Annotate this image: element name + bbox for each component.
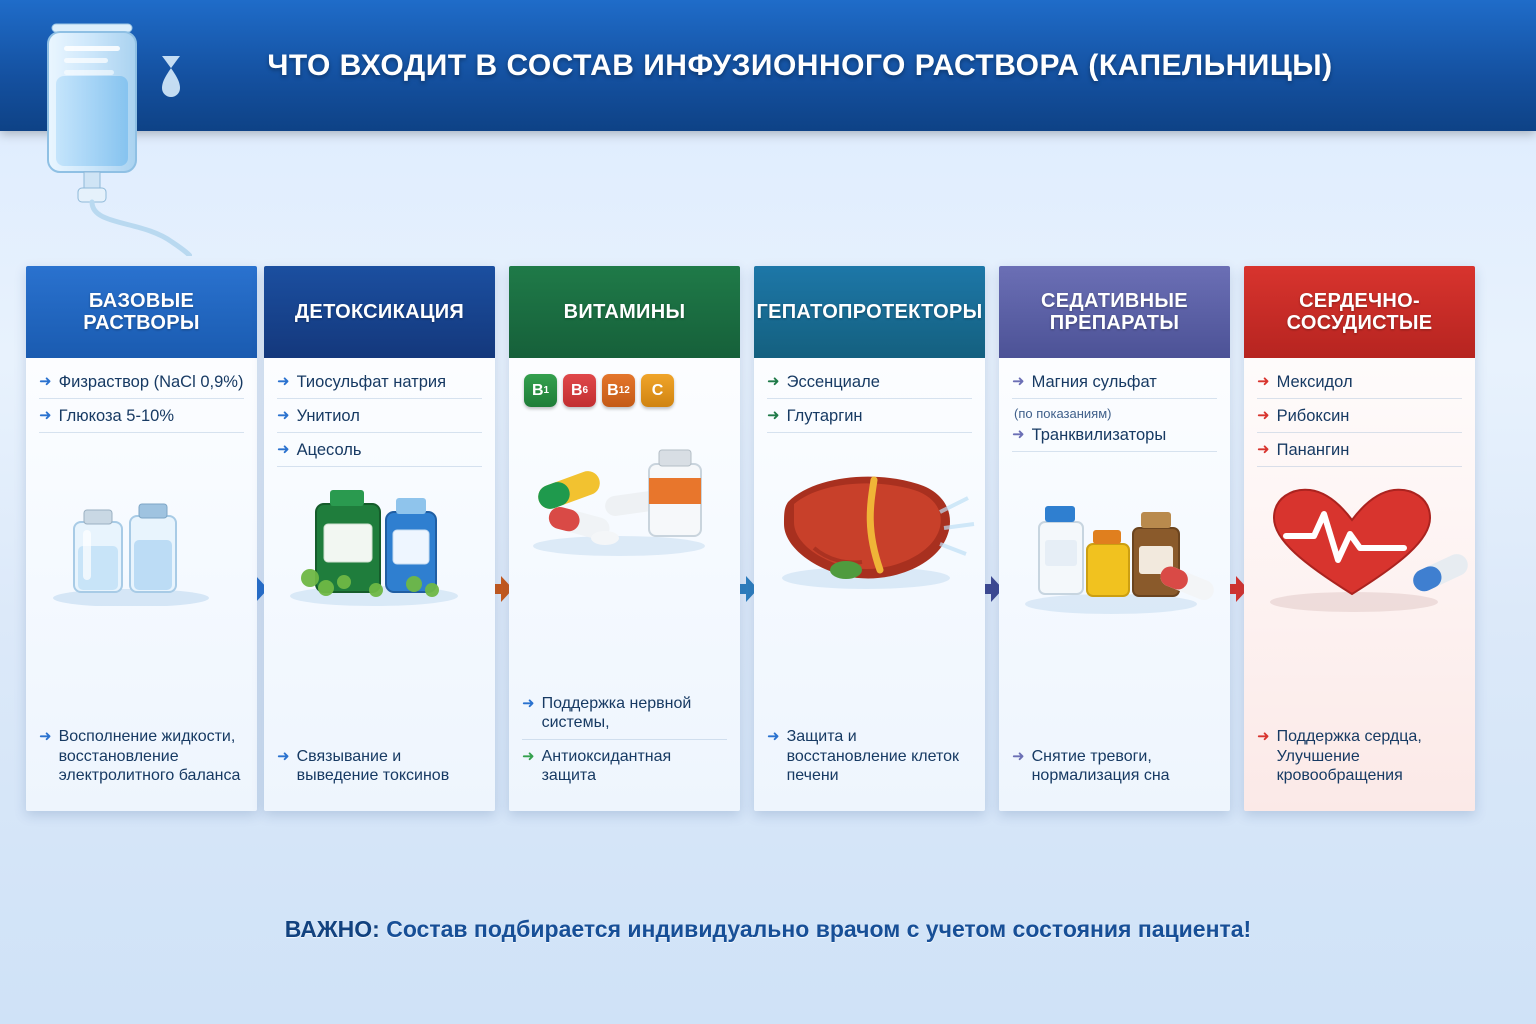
effect-item	[277, 747, 482, 792]
effect-label: Поддержка нервной системы,	[541, 694, 692, 732]
column-effects	[522, 694, 727, 799]
arrow-icon: ➜	[1257, 728, 1270, 746]
footer-text: Состав подбирается индивидуально врачом с учетом состояния пациента!	[386, 915, 1252, 942]
column-sedatives[interactable]	[999, 266, 1230, 811]
list-item	[39, 406, 244, 433]
list-item-label: Мексидол	[1276, 373, 1353, 391]
column-effects	[1257, 727, 1462, 799]
vitamin-badge-b12: B 12	[602, 374, 635, 407]
column-title: ГЕПАТОПРОТЕКТОРЫ	[754, 266, 985, 358]
column-cardiovascular[interactable]	[1244, 266, 1475, 811]
heart-with-pulse-icon	[1244, 478, 1475, 618]
arrow-icon: ➜	[39, 407, 52, 425]
effect-item	[522, 747, 727, 792]
arrow-icon: ➜	[1012, 747, 1025, 765]
arrow-icon: ➜	[277, 373, 290, 390]
header-bar	[0, 0, 1536, 131]
column-effects	[39, 727, 244, 799]
list-item-label: Рибоксин	[1276, 407, 1350, 426]
column-title: ВИТАМИНЫ	[509, 266, 740, 358]
column-base-solutions[interactable]	[26, 266, 257, 811]
arrow-icon: ➜	[767, 373, 780, 390]
arrow-icon: ➜	[277, 407, 290, 425]
list-item	[767, 372, 972, 399]
arrow-icon: ➜	[1257, 441, 1270, 459]
list-item-label: Тиосульфат натрия	[296, 373, 447, 391]
arrow-icon: ➜	[767, 407, 780, 425]
arrow-icon: ➜	[1257, 407, 1270, 425]
infusion-bottles-icon	[26, 486, 257, 606]
vitamin-badges	[524, 374, 727, 407]
column-effects	[767, 727, 972, 799]
vitamin-badge-b6: B 6	[563, 374, 596, 407]
list-item	[1012, 425, 1217, 452]
list-item	[277, 440, 482, 467]
arrow-icon: ➜	[767, 728, 780, 746]
list-item-label: Транквилизаторы	[1031, 426, 1167, 445]
column-vitamins[interactable]	[509, 266, 740, 811]
columns-board	[0, 131, 1536, 891]
arrow-icon: ➜	[277, 441, 290, 459]
arrow-icon: ➜	[1012, 426, 1025, 444]
column-detox[interactable]	[264, 266, 495, 811]
list-item	[1257, 406, 1462, 433]
list-item-label: Физраствор (NaCl 0,9%)	[58, 373, 244, 391]
list-item	[277, 372, 482, 399]
arrow-icon: ➜	[39, 373, 52, 390]
green-bottles-icon	[264, 478, 495, 608]
effect-label: Поддержка сердца, Улучшение кровообращения	[1276, 728, 1422, 785]
effect-label: Антиоксидантная защита	[541, 747, 672, 785]
list-item	[277, 406, 482, 433]
effect-item	[767, 727, 972, 792]
arrow-icon: ➜	[1257, 373, 1270, 390]
column-effects	[1012, 747, 1217, 799]
effect-label: Защита и восстановление клеток печени	[786, 728, 959, 785]
arrow-icon: ➜	[39, 728, 52, 746]
effect-label: Снятие тревоги, нормализация сна	[1031, 747, 1170, 785]
arrow-icon: ➜	[277, 747, 290, 765]
arrow-icon: ➜	[522, 747, 535, 765]
arrow-icon: ➜	[522, 694, 535, 712]
list-item-label: Глюкоза 5-10%	[58, 407, 175, 426]
arrow-icon: ➜	[1012, 373, 1025, 390]
list-item	[767, 406, 972, 433]
list-item-label: Глутаргин	[786, 407, 863, 426]
column-hepatoprotectors[interactable]	[754, 266, 985, 811]
vitamin-badge-c: C	[641, 374, 674, 407]
column-title: БАЗОВЫЕ РАСТВОРЫ	[26, 266, 257, 358]
effect-label: Восполнение жидкости, восстановление электролитного баланса	[58, 728, 241, 785]
column-note: (по показаниям)	[1014, 406, 1112, 422]
list-item	[1257, 440, 1462, 467]
effect-label: Связывание и выведение токсинов	[296, 747, 450, 785]
footer-prefix: ВАЖНО:	[284, 915, 380, 942]
capsules-and-pill-bottle-icon	[509, 420, 740, 560]
list-item-label: Магния сульфат	[1031, 373, 1157, 391]
effect-item	[522, 694, 727, 740]
footer-note	[0, 894, 1536, 964]
page-title: ЧТО ВХОДИТ В СОСТАВ ИНФУЗИОННОГО РАСТВОРА (КАПЕЛЬНИЦЫ)	[267, 48, 1333, 82]
list-item	[1012, 372, 1217, 399]
effect-item	[1012, 747, 1217, 792]
medicine-bottles-icon	[999, 488, 1230, 618]
effect-item	[39, 727, 244, 792]
column-effects	[277, 747, 482, 799]
column-title: ДЕТОКСИКАЦИЯ	[264, 266, 495, 358]
list-item-label: Ацесоль	[296, 441, 362, 460]
column-title: СЕРДЕЧНО-СОСУДИСТЫЕ	[1244, 266, 1475, 358]
list-item	[39, 372, 244, 399]
list-item-label: Унитиол	[296, 407, 360, 426]
column-title: СЕДАТИВНЫЕ ПРЕПАРАТЫ	[999, 266, 1230, 358]
effect-item	[1257, 727, 1462, 792]
vitamin-badge-b1: B 1	[524, 374, 557, 407]
list-item-label: Эссенциале	[786, 373, 880, 391]
list-item-label: Панангин	[1276, 441, 1350, 460]
list-item	[1257, 372, 1462, 399]
liver-icon	[754, 450, 985, 600]
